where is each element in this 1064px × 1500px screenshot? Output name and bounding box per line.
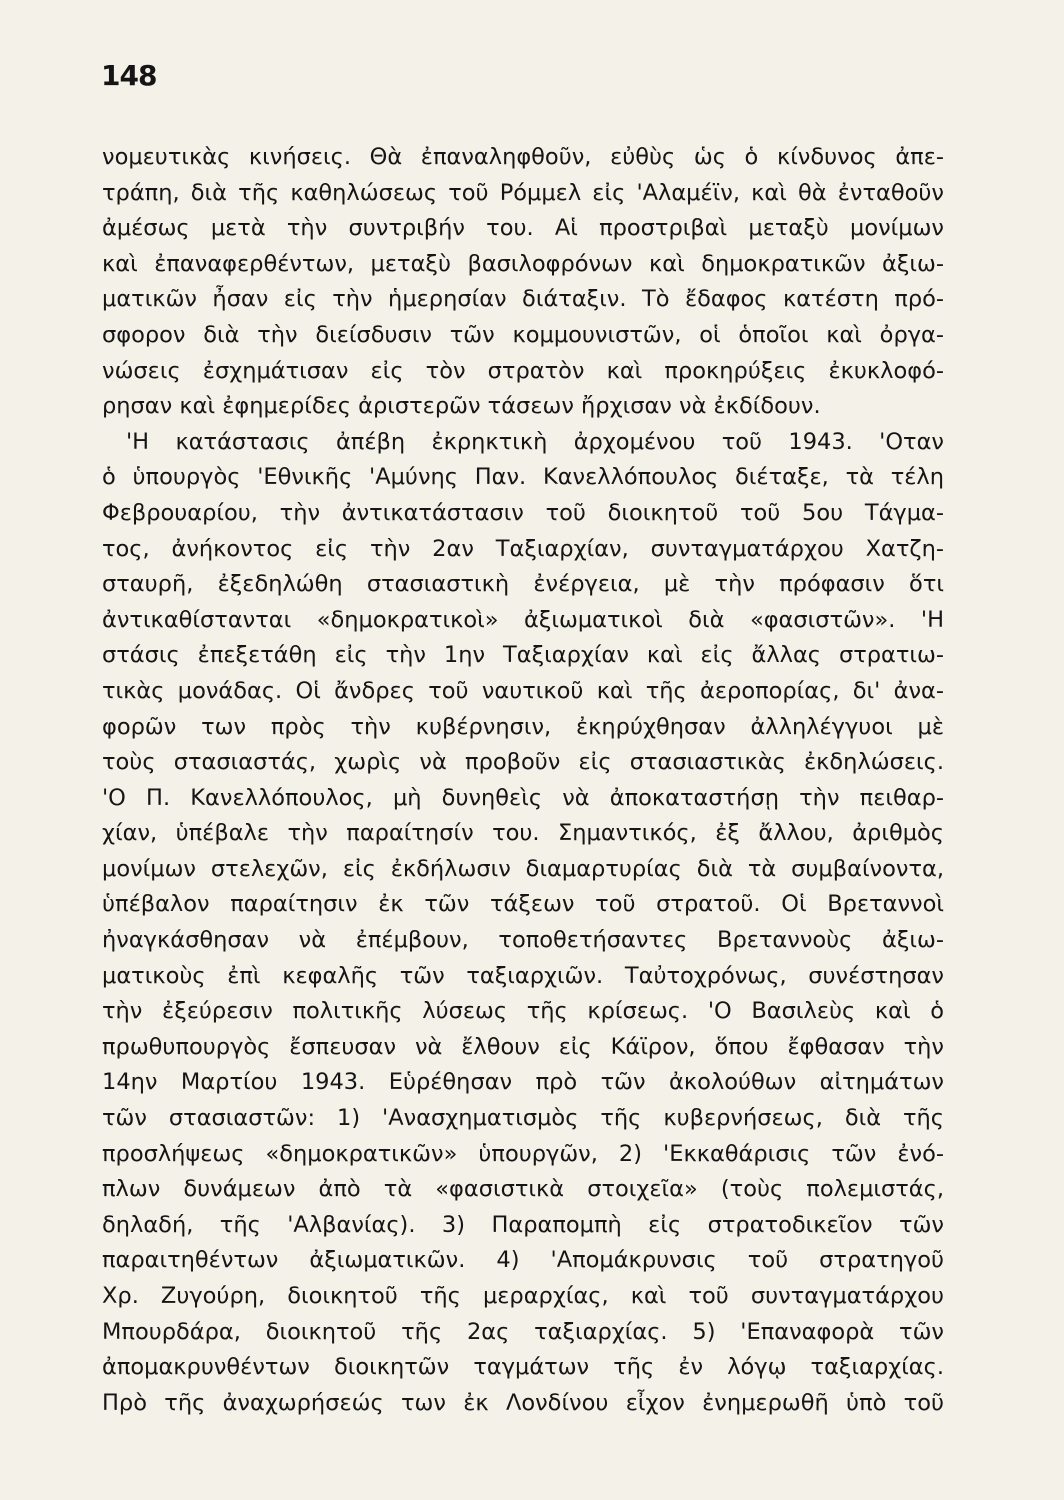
text-line: 14ην Μαρτίου 1943. Εὑρέθησαν πρὸ τῶν ἀκολούθων αἰτημάτων [102, 1069, 944, 1096]
text-line: ματικῶν ἦσαν εἰς τὴν ἡμερησίαν διάταξιν. Τὸ ἔδαφος κατέστη πρό- [102, 286, 944, 313]
text-line: ρησαν καὶ ἐφημερίδες ἀριστερῶν τάσεων ἤρχισαν νὰ ἐκδίδουν. [102, 393, 821, 420]
text-line: Μπουρδάρα, διοικητοῦ τῆς 2ας ταξιαρχίας. 5) 'Επαναφορὰ τῶν [102, 1318, 944, 1345]
text-line: ἀπομακρυνθέντων διοικητῶν ταγμάτων τῆς ἐν λόγῳ ταξιαρχίας. [102, 1354, 944, 1381]
text-line: 'Ο Π. Κανελλόπουλος, μὴ δυνηθεὶς νὰ ἀποκαταστήσῃ τὴν πειθαρ- [102, 784, 944, 811]
text-line: καὶ ἐπαναφερθέντων, μεταξὺ βασιλοφρόνων καὶ δημοκρατικῶν ἀξιω- [102, 250, 944, 277]
text-line: ὑπέβαλον παραίτησιν ἐκ τῶν τάξεων τοῦ στρατοῦ. Οἱ Βρεταννοὶ [102, 891, 944, 918]
text-line: χίαν, ὑπέβαλε τὴν παραίτησίν του. Σημαντικός, ἐξ ἄλλου, ἀριθμὸς [102, 820, 944, 847]
body-text [102, 140, 944, 1421]
text-line: Πρὸ τῆς ἀναχωρήσεώς των ἐκ Λονδίνου εἶχον ἐνημερωθῆ ὑπὸ τοῦ [102, 1389, 944, 1416]
text-line: Χρ. Ζυγούρη, διοικητοῦ τῆς μεραρχίας, καὶ τοῦ συνταγματάρχου [102, 1283, 944, 1309]
text-line: προσλήψεως «δημοκρατικῶν» ὑπουργῶν, 2) 'Εκκαθάρισις τῶν ἐνό- [102, 1140, 944, 1167]
text-line: τῶν στασιαστῶν: 1) 'Ανασχηματισμὸς τῆς κυβερνήσεως, διὰ τῆς [102, 1105, 944, 1132]
text-line: νώσεις ἐσχημάτισαν εἰς τὸν στρατὸν καὶ προκηρύξεις ἐκυκλοφό- [102, 357, 944, 384]
text-line: νομευτικὰς κινήσεις. Θὰ ἐπαναληφθοῦν, εὐθὺς ὡς ὁ κίνδυνος ἀπε- [102, 144, 944, 170]
text-line: ἠναγκάσθησαν νὰ ἐπέμβουν, τοποθετήσαντες Βρεταννοὺς ἀξιω- [102, 927, 944, 954]
text-line: ἀμέσως μετὰ τὴν συντριβήν του. Αἱ προστριβαὶ μεταξὺ μονίμων [102, 215, 944, 242]
text-line: τικὰς μονάδας. Οἱ ἄνδρες τοῦ ναυτικοῦ καὶ τῆς ἀεροπορίας, δι' ἀνα- [102, 677, 944, 704]
text-line: στάσις ἐπεξετάθη εἰς τὴν 1ην Ταξιαρχίαν καὶ εἰς ἄλλας στρατιω- [102, 642, 944, 669]
text-line: τοὺς στασιαστάς, χωρὶς νὰ προβοῦν εἰς στασιαστικὰς ἐκδηλώσεις. [102, 749, 944, 776]
text-line: πρωθυπουργὸς ἔσπευσαν νὰ ἔλθουν εἰς Κάϊρον, ὅπου ἔφθασαν τὴν [102, 1033, 944, 1060]
text-line: πλων δυνάμεων ἀπὸ τὰ «φασιστικὰ στοιχεῖα» (τοὺς πολεμιστάς, [102, 1176, 944, 1203]
text-line: τὴν ἐξεύρεσιν πολιτικῆς λύσεως τῆς κρίσεως. 'Ο Βασιλεὺς καὶ ὁ [102, 998, 944, 1025]
text-line: σταυρῆ, ἐξεδηλώθη στασιαστικὴ ἐνέργεια, μὲ τὴν πρόφασιν ὅτι [102, 571, 944, 598]
text-line: 'Η κατάστασις ἀπέβη ἐκρηκτικὴ ἀρχομένου τοῦ 1943. 'Οταν [126, 428, 944, 455]
text-line: δηλαδή, τῆς 'Αλβανίας). 3) Παραπομπὴ εἰς στρατοδικεῖον τῶν [102, 1211, 944, 1238]
text-line: ὁ ὑπουργὸς 'Εθνικῆς 'Αμύνης Παν. Κανελλόπουλος διέταξε, τὰ τέλη [102, 464, 944, 491]
text-line: μονίμων στελεχῶν, εἰς ἐκδήλωσιν διαμαρτυρίας διὰ τὰ συμβαίνοντα, [102, 855, 944, 882]
text-line: τράπη, διὰ τῆς καθηλώσεως τοῦ Ρόμμελ εἰς 'Αλαμέϊν, καὶ θὰ ἐνταθοῦν [102, 179, 944, 206]
text-line: Φεβρουαρίου, τὴν ἀντικατάστασιν τοῦ διοικητοῦ τοῦ 5ου Τάγμα- [102, 499, 944, 526]
text-line: σφορον διὰ τὴν διείσδυσιν τῶν κομμουνιστῶν, οἱ ὁποῖοι καὶ ὀργα- [102, 321, 944, 348]
text-line: ματικοὺς ἐπὶ κεφαλῆς τῶν ταξιαρχιῶν. Ταὐτοχρόνως, συνέστησαν [102, 962, 944, 989]
page-number: 148 [101, 59, 157, 92]
text-line: παραιτηθέντων ἀξιωματικῶν. 4) 'Απομάκρυνσις τοῦ στρατηγοῦ [102, 1247, 944, 1274]
text-line: τος, ἀνήκοντος εἰς τὴν 2αν Ταξιαρχίαν, συνταγματάρχου Χατζη- [102, 535, 944, 562]
text-line: φορῶν των πρὸς τὴν κυβέρνησιν, ἐκηρύχθησαν ἀλληλέγγυοι μὲ [102, 713, 944, 740]
text-line: ἀντικαθίστανται «δημοκρατικοὶ» ἀξιωματικοὶ διὰ «φασιστῶν». 'Η [102, 606, 944, 633]
